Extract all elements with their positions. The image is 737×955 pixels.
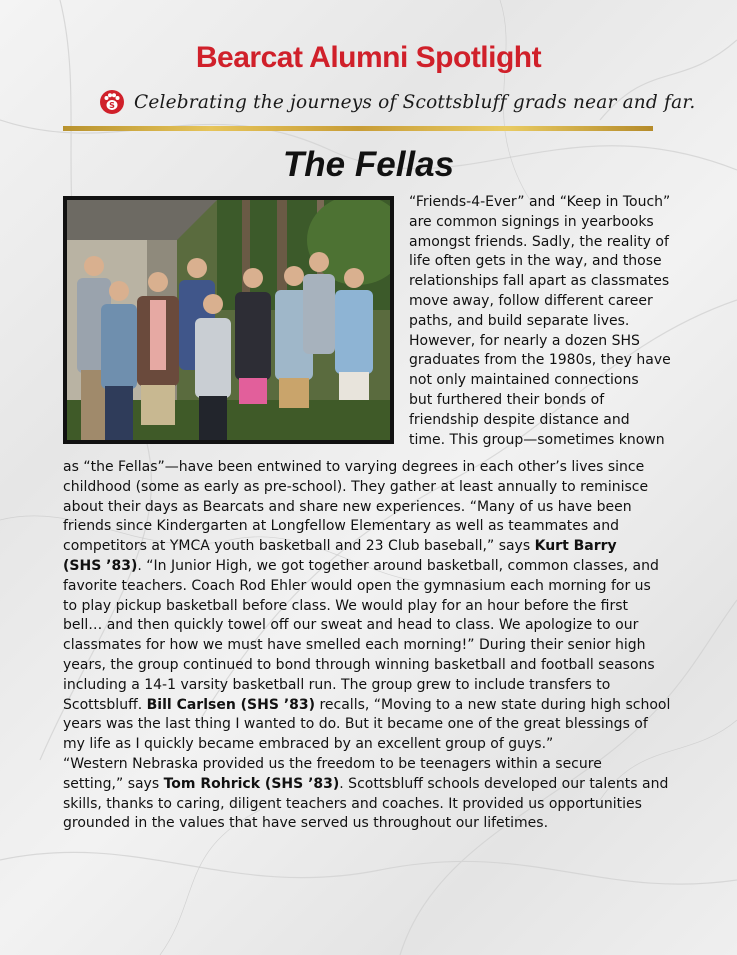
article-heading: The Fellas: [282, 145, 455, 184]
group-photo: [63, 196, 394, 444]
gold-divider: [63, 126, 653, 131]
body-line: years was the last thing I wanted to do. But it became one of the great blessings of: [63, 716, 648, 733]
bearcat-paw-logo-icon: [100, 90, 124, 114]
quoted-name-kurt: Kurt Barry: [534, 538, 617, 555]
body-line: classmates for how we must have smelled each morning!” During their senior high: [63, 637, 646, 654]
article-body-text: [63, 458, 683, 834]
body-line: childhood (some as early as pre-school). They gather at least annually to reminisce: [63, 478, 649, 495]
intro-line: are common signings in yearbooks: [409, 213, 654, 230]
intro-line: not only maintained connections: [409, 372, 639, 389]
body-line: [63, 696, 683, 716]
body-line: grounded in the values that have served us throughout our lifetimes.: [63, 815, 549, 832]
body-line: favorite teachers. Coach Rod Ehler would open the gymnasium each morning for us: [63, 577, 651, 594]
body-text: competitors at YMCA youth basketball and 23 Club baseball,” says: [63, 538, 531, 555]
body-line: [63, 537, 683, 557]
intro-line: friendship despite distance and: [409, 411, 630, 428]
article-intro-text: [409, 193, 681, 450]
quoted-name-tom: Tom Rohrick (SHS ’83): [163, 775, 340, 792]
body-line: years, the group continued to bond through winning basketball and football seasons: [63, 656, 655, 673]
intro-line: life often gets in the way, and those: [409, 253, 662, 270]
body-line: friends since Kindergarten at Longfellow Elementary as well as teammates and: [63, 518, 619, 535]
body-line: “Western Nebraska provided us the freedom to be teenagers within a secure: [63, 755, 602, 772]
intro-line: graduates from the 1980s, they have: [409, 352, 671, 369]
intro-line: However, for nearly a dozen SHS: [409, 332, 640, 349]
intro-line: move away, follow different career: [409, 292, 653, 309]
body-line: my life as I quickly became embraced by an excellent group of guys.”: [63, 736, 554, 753]
body-line: including a 14-1 varsity basketball run. The group grew to include transfers to: [63, 676, 611, 693]
page-title: Bearcat Alumni Spotlight: [195, 41, 542, 74]
intro-line: paths, and build separate lives.: [409, 312, 630, 329]
intro-line: “Friends-4-Ever” and “Keep in Touch”: [409, 194, 671, 210]
body-line: bell… and then quickly towel off our sweat and head to class. We apologize to our: [63, 617, 639, 634]
logo-letter: S: [109, 101, 115, 110]
body-text: . Scottsbluff schools developed our talents and: [339, 775, 669, 792]
body-line: skills, thanks to caring, diligent teachers and coaches. It provided us opportunities: [63, 795, 642, 812]
intro-line: time. This group—sometimes known: [409, 431, 665, 448]
body-line: to play pickup basketball before class. We would play for an hour before the first: [63, 597, 628, 614]
body-text: Scottsbluff.: [63, 696, 143, 713]
intro-line: amongst friends. Sadly, the reality of: [409, 233, 669, 250]
quoted-name-kurt-year: (SHS ’83): [63, 557, 138, 574]
tagline-text: Celebrating the journeys of Scottsbluff grads near and far.: [134, 91, 696, 113]
body-text: recalls, “Moving to a new state during high school: [315, 696, 671, 713]
intro-line: but furthered their bonds of: [409, 391, 605, 408]
quoted-name-bill: Bill Carlsen (SHS ’83): [146, 696, 316, 713]
tagline: [100, 88, 700, 116]
intro-line: relationships fall apart as classmates: [409, 273, 670, 290]
body-line: [63, 775, 683, 795]
body-line: as “the Fellas”—have been entwined to varying degrees in each other’s lives since: [63, 459, 645, 475]
body-line: [63, 557, 683, 577]
body-text: setting,” says: [63, 775, 160, 792]
body-text: . “In Junior High, we got together around basketball, common classes, and: [137, 557, 659, 574]
body-line: about their days as Bearcats and share new experiences. “Many of us have been: [63, 498, 632, 515]
